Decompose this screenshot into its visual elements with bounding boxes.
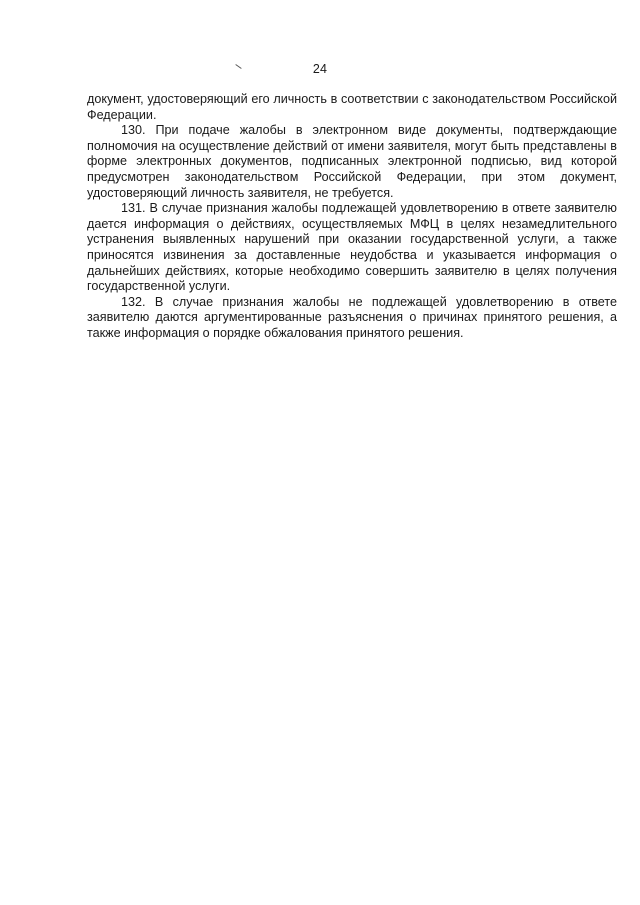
paragraph-131: 131. В случае признания жалобы подлежащей удовлетворению в ответе заявителю дается информация о действиях, осуществляемых МФЦ в целях незамедлительного устранения выявленных нарушений при оказании государственной услуги, а также приносятся извинения за доставленные неудобства и указывается информация о дальнейших действиях, которые необходимо совершить заявителю в целях получения государственной услуги. — [87, 201, 617, 294]
paragraph-continuation: документ, удостоверяющий его личность в соответствии с законодательством Российской Федерации. — [87, 92, 617, 122]
document-body — [87, 92, 617, 342]
paragraph-130: 130. При подаче жалобы в электронном виде документы, подтверждающие полномочия на осуществление действий от имени заявителя, могут быть представлены в форме электронных документов, подписанных электронной подписью, вид которой предусмотрен законодательством Российской Федерации, при этом документ, удостоверяющий личность заявителя, не требуется. — [87, 123, 617, 200]
paragraph-132: 132. В случае признания жалобы не подлежащей удовлетворению в ответе заявителю даются аргументированные разъяснения о причинах принятого решения, а также информация о порядке обжалования принятого решения. — [87, 294, 617, 340]
page-number: 24 — [312, 62, 328, 76]
